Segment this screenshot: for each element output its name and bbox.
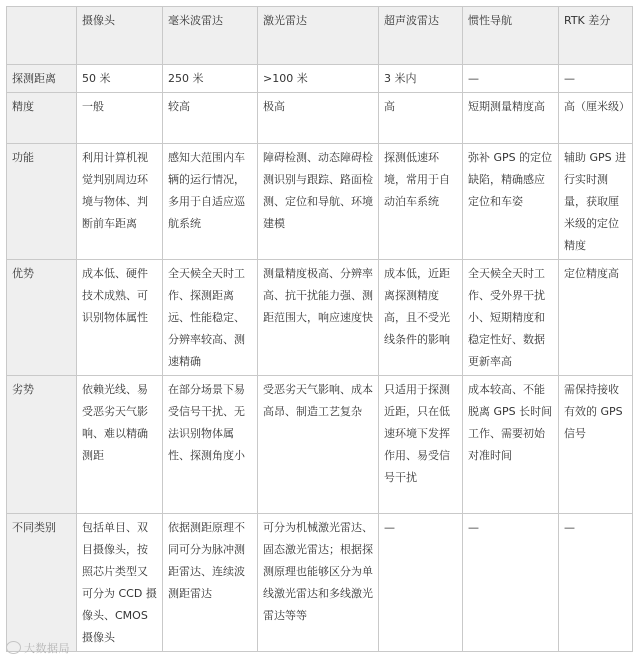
table-cell: 只适用于探测近距，只在低速环境下发挥作用、易受信号干扰 [379, 376, 463, 514]
table-cell: 利用计算机视觉判别周边环境与物体、判断前车距离 [77, 144, 163, 260]
table-cell: 弥补 GPS 的定位缺陷，精确感应定位和车姿 [463, 144, 559, 260]
table-row-disadvantages [7, 376, 633, 514]
table-cell: — [559, 65, 633, 93]
table-cell: 感知大范围内车辆的运行情况，多用于自适应巡航系统 [163, 144, 258, 260]
table-cell: 250 米 [163, 65, 258, 93]
row-label: 劣势 [7, 376, 77, 514]
table-cell: — [559, 514, 633, 652]
header-cell-lidar: 激光雷达 [258, 7, 379, 65]
table-cell: 依赖光线、易受恶劣天气影响、难以精确测距 [77, 376, 163, 514]
table-cell: 50 米 [77, 65, 163, 93]
table-cell: 极高 [258, 93, 379, 144]
table-cell: 测量精度极高、分辨率高、抗干扰能力强、测距范围大，响应速度快 [258, 260, 379, 376]
row-label: 探测距离 [7, 65, 77, 93]
table-cell: 定位精度高 [559, 260, 633, 376]
table-cell: >100 米 [258, 65, 379, 93]
table-cell: 依据测距原理不同可分为脉冲测距雷达、连续波测距雷达 [163, 514, 258, 652]
table-cell: 包括单目、双目摄像头，按照芯片类型又可分为 CCD 摄像头、CMOS 摄像头 [77, 514, 163, 652]
sensor-comparison-table [6, 6, 633, 652]
header-cell-mmwave-radar: 毫米波雷达 [163, 7, 258, 65]
table-cell: 短期测量精度高 [463, 93, 559, 144]
table-row-categories [7, 514, 633, 652]
row-label: 不同类别 [7, 514, 77, 652]
table-cell: — [379, 514, 463, 652]
table-cell: 成本低、硬件技术成熟、可识别物体属性 [77, 260, 163, 376]
header-cell-inertial-nav: 惯性导航 [463, 7, 559, 65]
table-cell: 全天候全天时工作、受外界干扰小、短期精度和稳定性好、数据更新率高 [463, 260, 559, 376]
row-label: 优势 [7, 260, 77, 376]
table-cell: — [463, 65, 559, 93]
header-cell-ultrasonic-radar: 超声波雷达 [379, 7, 463, 65]
table-row-range [7, 65, 633, 93]
watermark [6, 640, 70, 656]
table-cell: 成本低，近距离探测精度高，且不受光线条件的影响 [379, 260, 463, 376]
table-row-accuracy [7, 93, 633, 144]
table-cell: 受恶劣天气影响、成本高昂、制造工艺复杂 [258, 376, 379, 514]
header-cell-rtk: RTK 差分 [559, 7, 633, 65]
watermark-logo-icon [6, 641, 21, 654]
header-cell-corner [7, 7, 77, 65]
table-row-advantages [7, 260, 633, 376]
row-label: 功能 [7, 144, 77, 260]
table-cell: 在部分场景下易受信号干扰、无法识别物体属性、探测角度小 [163, 376, 258, 514]
table-cell: 全天候全天时工作、探测距离远、性能稳定、分辨率较高、测速精确 [163, 260, 258, 376]
table-cell: 成本较高、不能脱离 GPS 长时间工作、需要初始对准时间 [463, 376, 559, 514]
table-cell: 需保持接收有效的 GPS 信号 [559, 376, 633, 514]
header-row [7, 7, 633, 65]
table-cell: — [463, 514, 559, 652]
table-cell: 3 米内 [379, 65, 463, 93]
table-cell: 可分为机械激光雷达、固态激光雷达；根据探测原理也能够区分为单线激光雷达和多线激光雷达等等 [258, 514, 379, 652]
table-cell: 辅助 GPS 进行实时测量，获取厘米级的定位精度 [559, 144, 633, 260]
table-cell: 一般 [77, 93, 163, 144]
header-cell-camera: 摄像头 [77, 7, 163, 65]
table-row-function [7, 144, 633, 260]
table-cell: 高 [379, 93, 463, 144]
table-cell: 探测低速环境，常用于自动泊车系统 [379, 144, 463, 260]
table-cell: 障碍检测、动态障碍检测识别与跟踪、路面检测、定位和导航、环境建模 [258, 144, 379, 260]
table-cell: 高（厘米级） [559, 93, 633, 144]
watermark-text: 大数据局 [24, 642, 70, 655]
row-label: 精度 [7, 93, 77, 144]
table-cell: 较高 [163, 93, 258, 144]
